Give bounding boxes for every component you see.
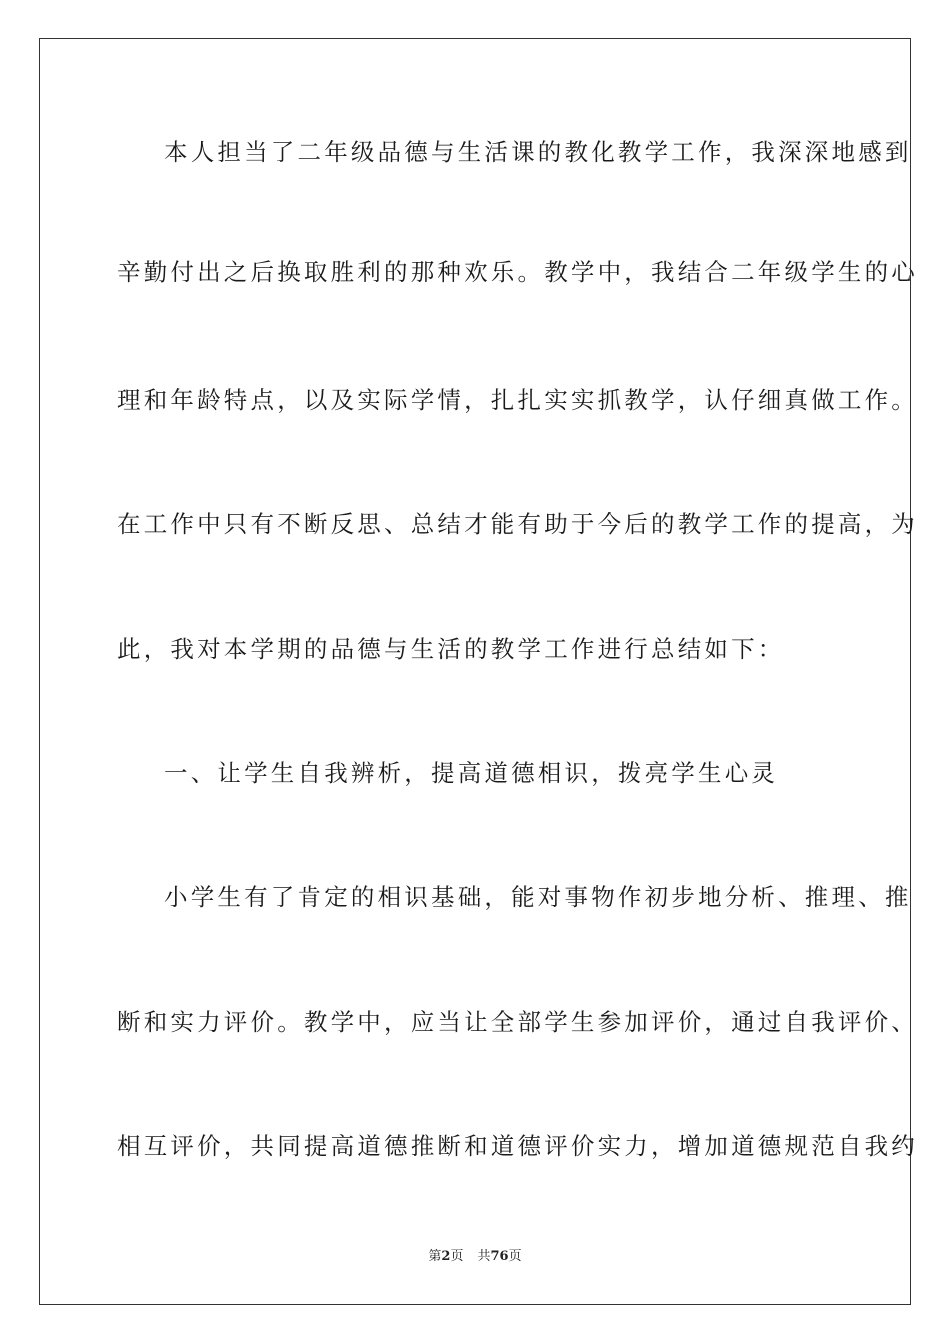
paragraph-line-3: 理和年龄特点，以及实际学情，扎扎实实抓教学，认仔细真做工作。 (117, 386, 918, 414)
paragraph-line-5: 此，我对本学期的品德与生活的教学工作进行总结如下： (117, 635, 785, 663)
page-prefix: 第 (428, 1249, 442, 1264)
paragraph-line-4: 在工作中只有不断反思、总结才能有助于今后的教学工作的提高，为 (117, 510, 918, 538)
paragraph-line-7: 断和实力评价。教学中，应当让全部学生参加评价，通过自我评价、 (117, 1008, 918, 1036)
page-suffix: 页 (450, 1249, 464, 1264)
paragraph-line-8: 相互评价，共同提高道德推断和道德评价实力，增加道德规范自我约 (117, 1132, 918, 1160)
paragraph-line-6: 小学生有了肯定的相识基础，能对事物作初步地分析、推理、推 (164, 883, 912, 911)
total-pages: 76 (490, 1249, 509, 1264)
page-footer (0, 1248, 950, 1266)
page-frame (39, 38, 918, 1305)
paragraph-line-1: 本人担当了二年级品德与生活课的教化教学工作，我深深地感到 (164, 138, 912, 166)
page-number: 2 (441, 1249, 451, 1264)
section-heading: 一、让学生自我辨析，提高道德相识，拨亮学生心灵 (164, 759, 779, 787)
total-prefix: 共 (477, 1249, 491, 1264)
total-suffix: 页 (508, 1249, 522, 1264)
paragraph-line-2: 辛勤付出之后换取胜利的那种欢乐。教学中，我结合二年级学生的心 (117, 258, 918, 286)
